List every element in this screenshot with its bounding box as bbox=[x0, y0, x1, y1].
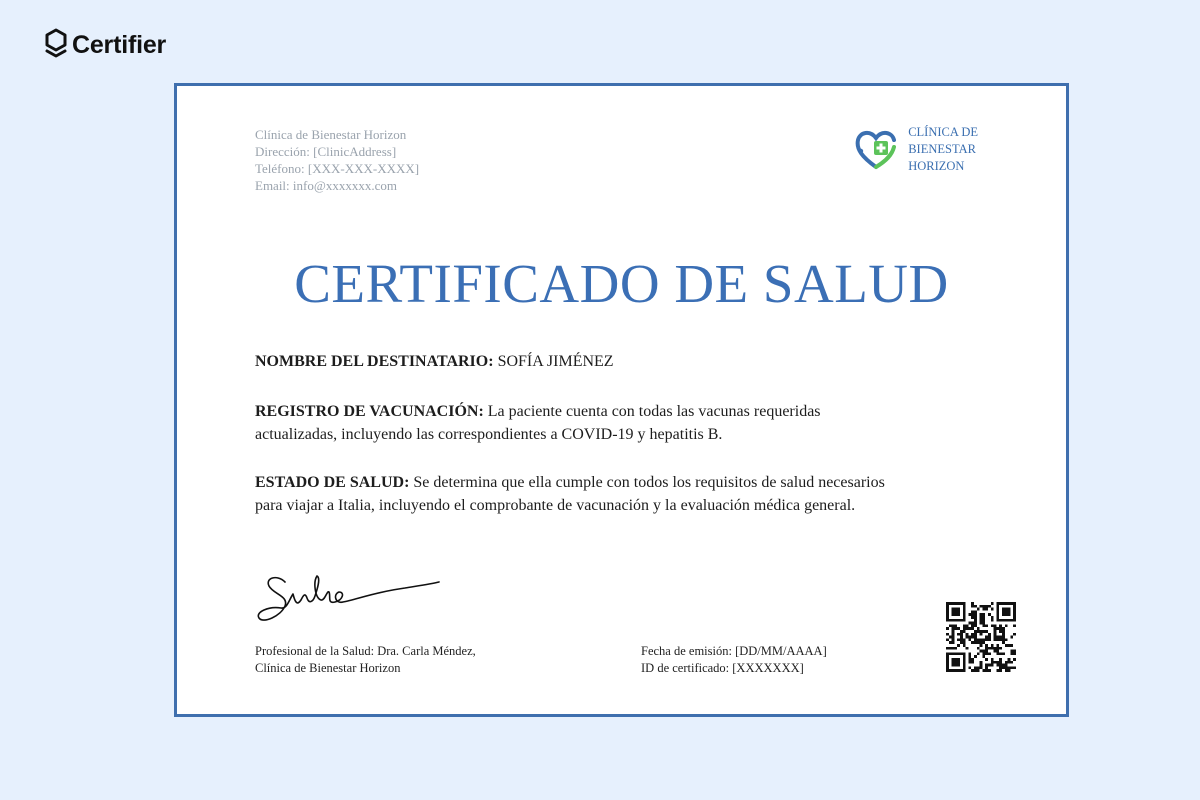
issue-date: Fecha de emisión: [DD/MM/AAAA] bbox=[641, 644, 827, 658]
professional-name: Profesional de la Salud: Dra. Carla Méndez, bbox=[255, 644, 476, 658]
logo-line: CLÍNICA DE bbox=[908, 125, 978, 139]
professional-clinic: Clínica de Bienestar Horizon bbox=[255, 661, 401, 675]
issue-info bbox=[641, 643, 827, 677]
brand-name: Certifier bbox=[72, 30, 167, 59]
certificate-id: ID de certificado: [XXXXXXX] bbox=[641, 661, 804, 675]
vaccination-section bbox=[255, 400, 895, 446]
professional-info bbox=[255, 643, 476, 677]
health-status-label: ESTADO DE SALUD: bbox=[255, 474, 410, 491]
clinic-address: Dirección: [ClinicAddress] bbox=[255, 144, 397, 159]
clinic-logo-text bbox=[908, 124, 978, 175]
handwritten-signature bbox=[255, 570, 445, 630]
clinic-logo bbox=[854, 124, 978, 175]
recipient-section bbox=[255, 350, 895, 373]
vaccination-label: REGISTRO DE VACUNACIÓN: bbox=[255, 403, 484, 420]
clinic-email: Email: info@xxxxxxx.com bbox=[255, 178, 397, 193]
health-status-section bbox=[255, 471, 895, 517]
recipient-label: NOMBRE DEL DESTINATARIO: bbox=[255, 353, 494, 370]
clinic-info bbox=[255, 126, 419, 194]
qr-code-icon bbox=[946, 602, 1016, 672]
clinic-name: Clínica de Bienestar Horizon bbox=[255, 127, 407, 142]
brand-logo bbox=[44, 28, 166, 62]
logo-line: HORIZON bbox=[908, 159, 965, 173]
health-status-value: Se determina que ella cumple con todos los requisitos de salud necesarios para viajar a Italia, incluyendo el comprobante de vacunación y la evaluación médica general. bbox=[255, 474, 885, 514]
certifier-logo-icon bbox=[44, 28, 68, 62]
certificate-title: CERTIFICADO DE SALUD bbox=[294, 253, 949, 314]
clinic-phone: Teléfono: [XXX-XXX-XXXX] bbox=[255, 161, 420, 176]
vaccination-value: La paciente cuenta con todas las vacunas requeridas actualizadas, incluyendo las correspondientes a COVID-19 y hepatitis B. bbox=[255, 403, 821, 443]
recipient-value: SOFÍA JIMÉNEZ bbox=[497, 353, 614, 370]
heart-cross-icon bbox=[854, 127, 898, 171]
certificate bbox=[174, 83, 1069, 717]
logo-line: BIENESTAR bbox=[908, 142, 976, 156]
